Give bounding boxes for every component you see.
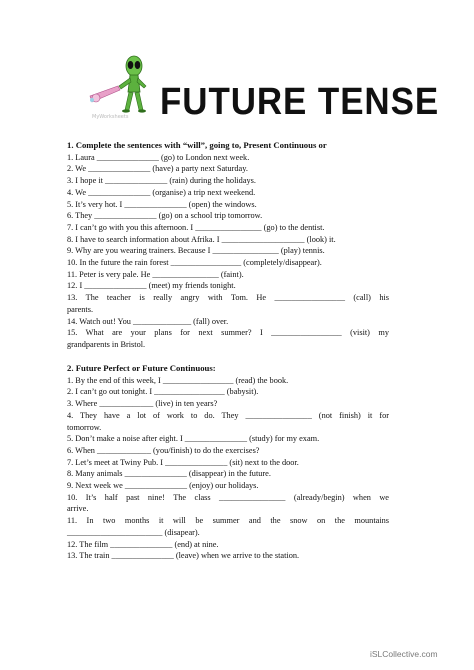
exercise-line: 9. Next week we _______________ (enjoy) our holidays.: [67, 481, 259, 491]
section-2-heading: 2. Future Perfect or Future Continuous:: [67, 363, 216, 373]
exercise-line-continued: parents.: [67, 304, 94, 314]
exercise-line: 13. The teacher is really angry with Tom. He _________________ (call) his: [67, 293, 389, 303]
section-1: [67, 140, 389, 351]
exercise-line-continued: _______________________ (disapear).: [67, 527, 200, 537]
exercise-line: 1. Laura _______________ (go) to London next week.: [67, 152, 250, 162]
exercise-line-continued: tomorrow.: [67, 422, 102, 432]
exercise-line: 10. It’s half past nine! The class ________________ (already/begin) when we: [67, 492, 389, 502]
exercise-line: 12. I _______________ (meet) my friends tonight.: [67, 281, 236, 291]
exercise-line: 6. They _______________ (go) on a school trip tomorrow.: [67, 211, 263, 221]
exercise-line: 10. In the future the rain forest _________________ (completely/disappear).: [67, 258, 322, 268]
exercise-line: 9. Why are you wearing trainers. Because I ________________ (play) tennis.: [67, 246, 325, 256]
exercise-line: 6. When _____________ (you/finish) to do the exercises?: [67, 445, 260, 455]
exercise-line: 1. By the end of this week, I _________________ (read) the book.: [67, 375, 289, 385]
exercise-line: 11. Peter is very pale. He ________________ (faint).: [67, 269, 244, 279]
exercise-line: 15. What are your plans for next summer? I _________________ (visit) my: [67, 328, 389, 338]
exercise-line: 14. Watch out! You ______________ (fall) over.: [67, 316, 229, 326]
exercise-line: 5. Don’t make a noise after eight. I _______________ (study) for my exam.: [67, 434, 320, 444]
section-1-heading: 1. Complete the sentences with “will”, going to, Present Continuous or: [67, 140, 327, 150]
alien-logo-icon: [88, 52, 160, 120]
exercise-line-continued: arrive.: [67, 504, 89, 514]
worksheet-title: FUTURE TENSE: [160, 81, 440, 123]
exercise-line: 3. I hope it _______________ (rain) during the holidays.: [67, 176, 256, 186]
exercise-line: 8. Many animals _______________ (disappear) in the future.: [67, 469, 271, 479]
exercise-line: 7. Let’s meet at Twiny Pub. I _______________ (sit) next to the door.: [67, 457, 299, 467]
footer-watermark: iSLCollective.com: [370, 649, 438, 659]
exercise-line: 13. The train _______________ (leave) when we arrive to the station.: [67, 551, 300, 561]
exercise-line-continued: grandparents in Bristol.: [67, 339, 146, 349]
exercise-line: 4. We _______________ (organise) a trip next weekend.: [67, 187, 256, 197]
exercise-line: 4. They have a lot of work to do. They ________________ (not finish) it for: [67, 410, 389, 420]
exercise-line: 5. It’s very hot. I _______________ (open) the windows.: [67, 199, 257, 209]
exercise-line: 11. In two months it will be summer and the snow on the mountains: [67, 516, 389, 526]
exercise-line: 7. I can’t go with you this afternoon. I ________________ (go) to the dentist.: [67, 222, 325, 232]
section-2: [67, 363, 389, 562]
exercise-line: 2. I can’t go out tonight. I _________________ (babysit).: [67, 387, 259, 397]
svg-text:MyWorksheets: MyWorksheets: [92, 114, 129, 120]
exercise-line: 3. Where _____________ (live) in ten years?: [67, 399, 218, 409]
exercise-line: 8. I have to search information about Afrika. I ____________________ (look) it.: [67, 234, 336, 244]
exercise-line: 2. We _______________ (have) a party next Saturday.: [67, 164, 248, 174]
exercise-line: 12. The film _______________ (end) at nine.: [67, 539, 219, 549]
